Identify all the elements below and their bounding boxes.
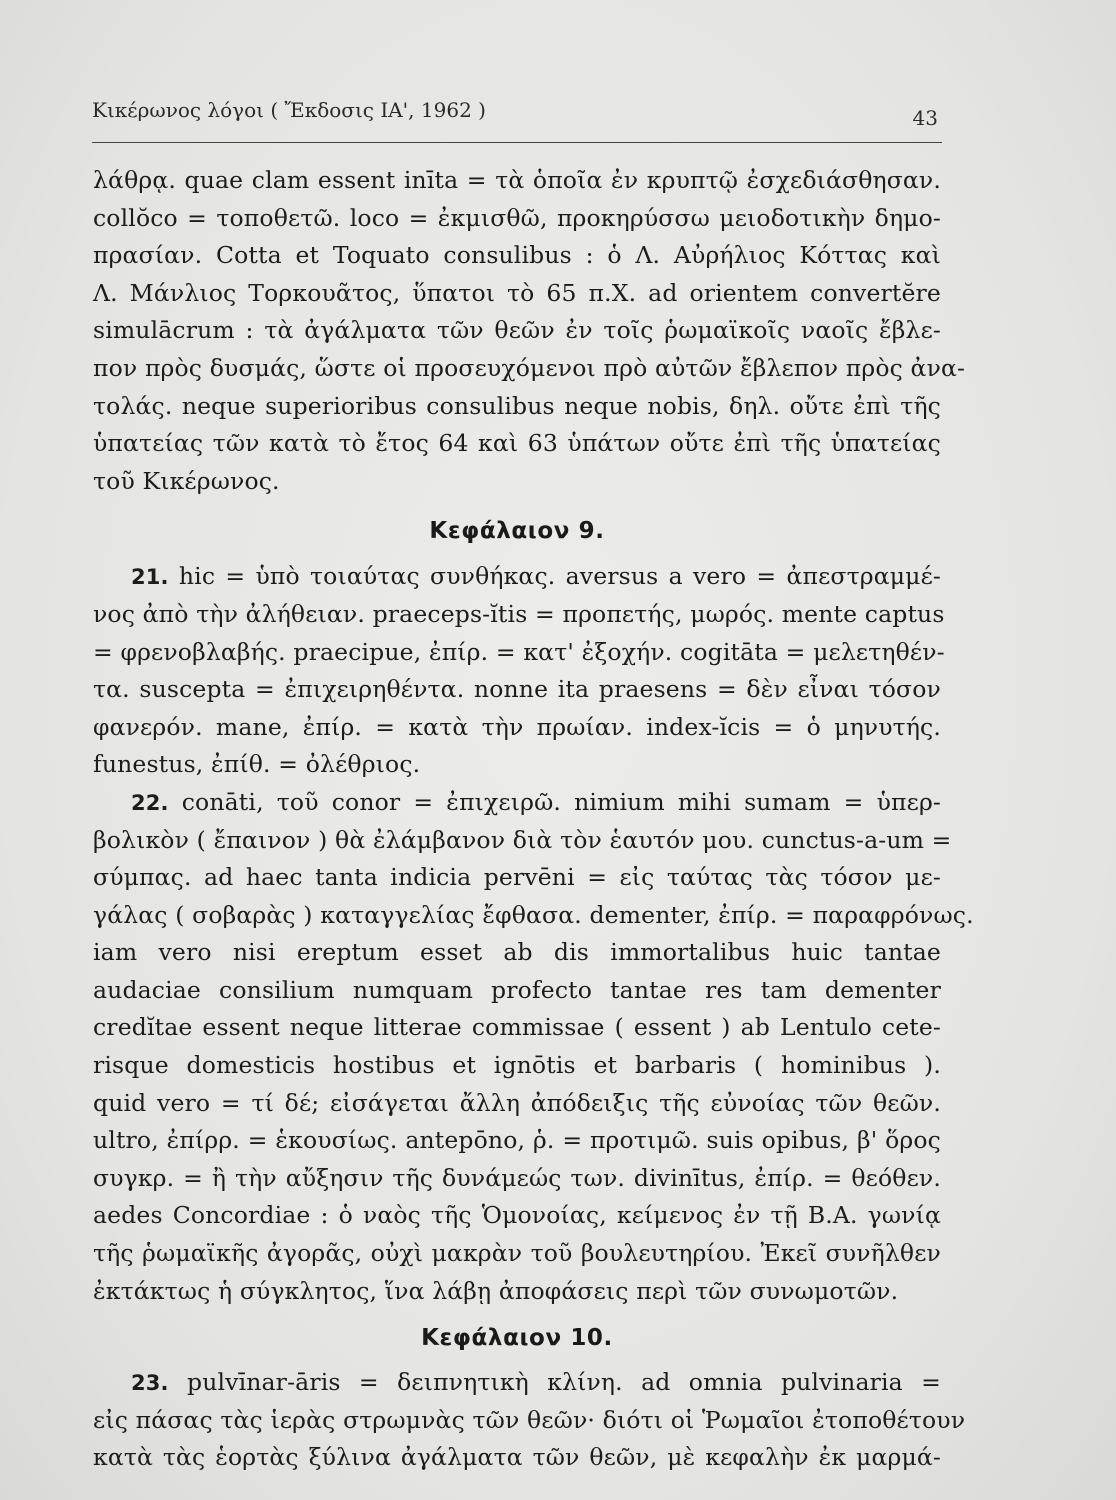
text-line: σύμπας. ad haec tanta indicia pervēni = εἰς ταύτας τὰς τόσον με- bbox=[93, 863, 941, 892]
chapter-heading-10: Κεφάλαιον 10. bbox=[421, 1325, 613, 1352]
text-line: εἰς πάσας τὰς ἱερὰς στρωμνὰς τῶν θεῶν· διότι οἱ Ῥωμαῖοι ἐτοποθέτουν bbox=[93, 1405, 966, 1434]
paragraph-number: 21. bbox=[131, 565, 169, 590]
running-header bbox=[92, 92, 938, 132]
text-line bbox=[93, 558, 941, 596]
text-line: ὑπατείας τῶν κατὰ τὸ ἔτος 64 καὶ 63 ὑπάτων οὔτε ἐπὶ τῆς ὑπατείας bbox=[93, 429, 941, 458]
text-line: κατὰ τὰς ἑορτὰς ξύλινα ἀγάλματα τῶν θεῶν, μὲ κεφαλὴν ἐκ μαρμά- bbox=[93, 1443, 941, 1472]
text-line: τοῦ Κικέρωνος. bbox=[93, 466, 280, 495]
commentary-body bbox=[93, 162, 974, 1477]
text-line: funestus, ἐπίθ. = ὀλέθριος. bbox=[93, 750, 421, 779]
paragraph-first-line: conāti, τοῦ conor = ἐπιχειρῶ. nimium mihi sumam = ὑπερ- bbox=[181, 787, 942, 816]
continuation-paragraph bbox=[93, 162, 966, 500]
text-line: credĭtae essent neque litterae commissae ( essent ) ab Lentulo cete- bbox=[93, 1013, 941, 1042]
page-number: 43 bbox=[912, 106, 938, 130]
paragraph-23 bbox=[93, 1364, 966, 1477]
text-line: = φρενοβλαβής. praecipue, ἐπίρ. = κατ' ἐξοχήν. cogitāta = μελετηθέν- bbox=[93, 637, 945, 666]
text-line: Λ. Μάνλιος Τορκουᾶτος, ὕπατοι τὸ 65 π.Χ. ad orientem convertĕre bbox=[93, 278, 941, 307]
text-line bbox=[93, 784, 941, 822]
text-line: πον πρὸς δυσμάς, ὥστε οἱ προσευχόμενοι πρὸ αὐτῶν ἔβλεπον πρὸς ἀνα- bbox=[93, 353, 966, 382]
paragraph-number: 22. bbox=[131, 790, 169, 815]
text-line: συγκρ. = ἢ τὴν αὔξησιν τῆς δυνάμεώς των. divinītus, ἐπίρ. = θεόθεν. bbox=[93, 1163, 941, 1192]
text-line: aedes Concordiae : ὁ ναὸς τῆς Ὁμονοίας, κείμενος ἐν τῇ Β.Α. γωνίᾳ bbox=[93, 1201, 941, 1230]
paragraph-21 bbox=[93, 558, 945, 784]
paragraph-first-line: pulvīnar-āris = δειπνητικὴ κλίνη. ad omnia pulvinaria = bbox=[187, 1368, 942, 1397]
text-line: ἐκτάκτως ἡ σύγκλητος, ἵνα λάβῃ ἀποφάσεις περὶ τῶν συνωμοτῶν. bbox=[93, 1276, 899, 1305]
header-rule bbox=[92, 142, 942, 143]
chapter-heading-9: Κεφάλαιον 9. bbox=[429, 518, 605, 545]
text-line: audaciae consilium numquam profecto tantae res tam dementer bbox=[93, 975, 941, 1004]
text-line: νος ἀπὸ τὴν ἀλήθειαν. praeceps-ĭtis = προπετής, μωρός. mente captus bbox=[93, 599, 945, 628]
text-line: τῆς ῥωμαϊκῆς ἀγορᾶς, οὐχὶ μακρὰν τοῦ βουλευτηρίου. Ἐκεῖ συνῆλθεν bbox=[93, 1239, 941, 1268]
text-line: simulācrum : τὰ ἀγάλματα τῶν θεῶν ἐν τοῖς ῥωμαϊκοῖς ναοῖς ἔβλε- bbox=[93, 316, 941, 345]
text-line bbox=[93, 1364, 941, 1402]
text-line: quid vero = τί δέ; εἰσάγεται ἄλλη ἀπόδειξις τῆς εὐνοίας τῶν θεῶν. bbox=[93, 1088, 941, 1117]
running-title: Κικέρωνος λόγοι ( Ἔκδοσις ΙΑ', 1962 ) bbox=[92, 98, 486, 122]
paragraph-number: 23. bbox=[131, 1371, 169, 1396]
text-line: βολικὸν ( ἔπαινον ) θὰ ἐλάμβανον διὰ τὸν ἑαυτόν μου. cunctus-a-um = bbox=[93, 825, 952, 854]
text-line: ultro, ἐπίρρ. = ἑκουσίως. antepōno, ῥ. = προτιμῶ. suis opibus, β' ὅρος bbox=[93, 1126, 941, 1155]
text-line: τα. suscepta = ἐπιχειρηθέντα. nonne ita praesens = δὲν εἶναι τόσον bbox=[93, 675, 941, 704]
text-line: collŏco = τοποθετῶ. loco = ἐκμισθῶ, προκηρύσσω μειοδοτικὴν δημο- bbox=[93, 203, 941, 232]
text-line: iam vero nisi ereptum esset ab dis immortalibus huic tantae bbox=[93, 938, 941, 967]
paragraph-22 bbox=[93, 784, 974, 1310]
text-line: λάθρᾳ. quae clam essent inīta = τὰ ὁποῖα ἐν κρυπτῷ ἐσχεδιάσθησαν. bbox=[93, 166, 941, 194]
text-line: πρασίαν. Cotta et Toquato consulibus : ὁ Λ. Αὐρήλιος Κόττας καὶ bbox=[93, 241, 941, 270]
text-line: γάλας ( σοβαρὰς ) καταγγελίας ἔφθασα. dementer, ἐπίρ. = παραφρόνως. bbox=[93, 900, 974, 929]
text-line: τολάς. neque superioribus consulibus neque nobis, δηλ. οὔτε ἐπὶ τῆς bbox=[93, 391, 941, 420]
text-line: φανερόν. mane, ἐπίρ. = κατὰ τὴν πρωίαν. index-ĭcis = ὁ μηνυτής. bbox=[93, 712, 941, 741]
text-line: risque domesticis hostibus et ignōtis et barbaris ( hominibus ). bbox=[93, 1051, 941, 1080]
paragraph-first-line: hic = ὑπὸ τοιαύτας συνθήκας. aversus a vero = ἀπεστραμμέ- bbox=[178, 562, 941, 591]
